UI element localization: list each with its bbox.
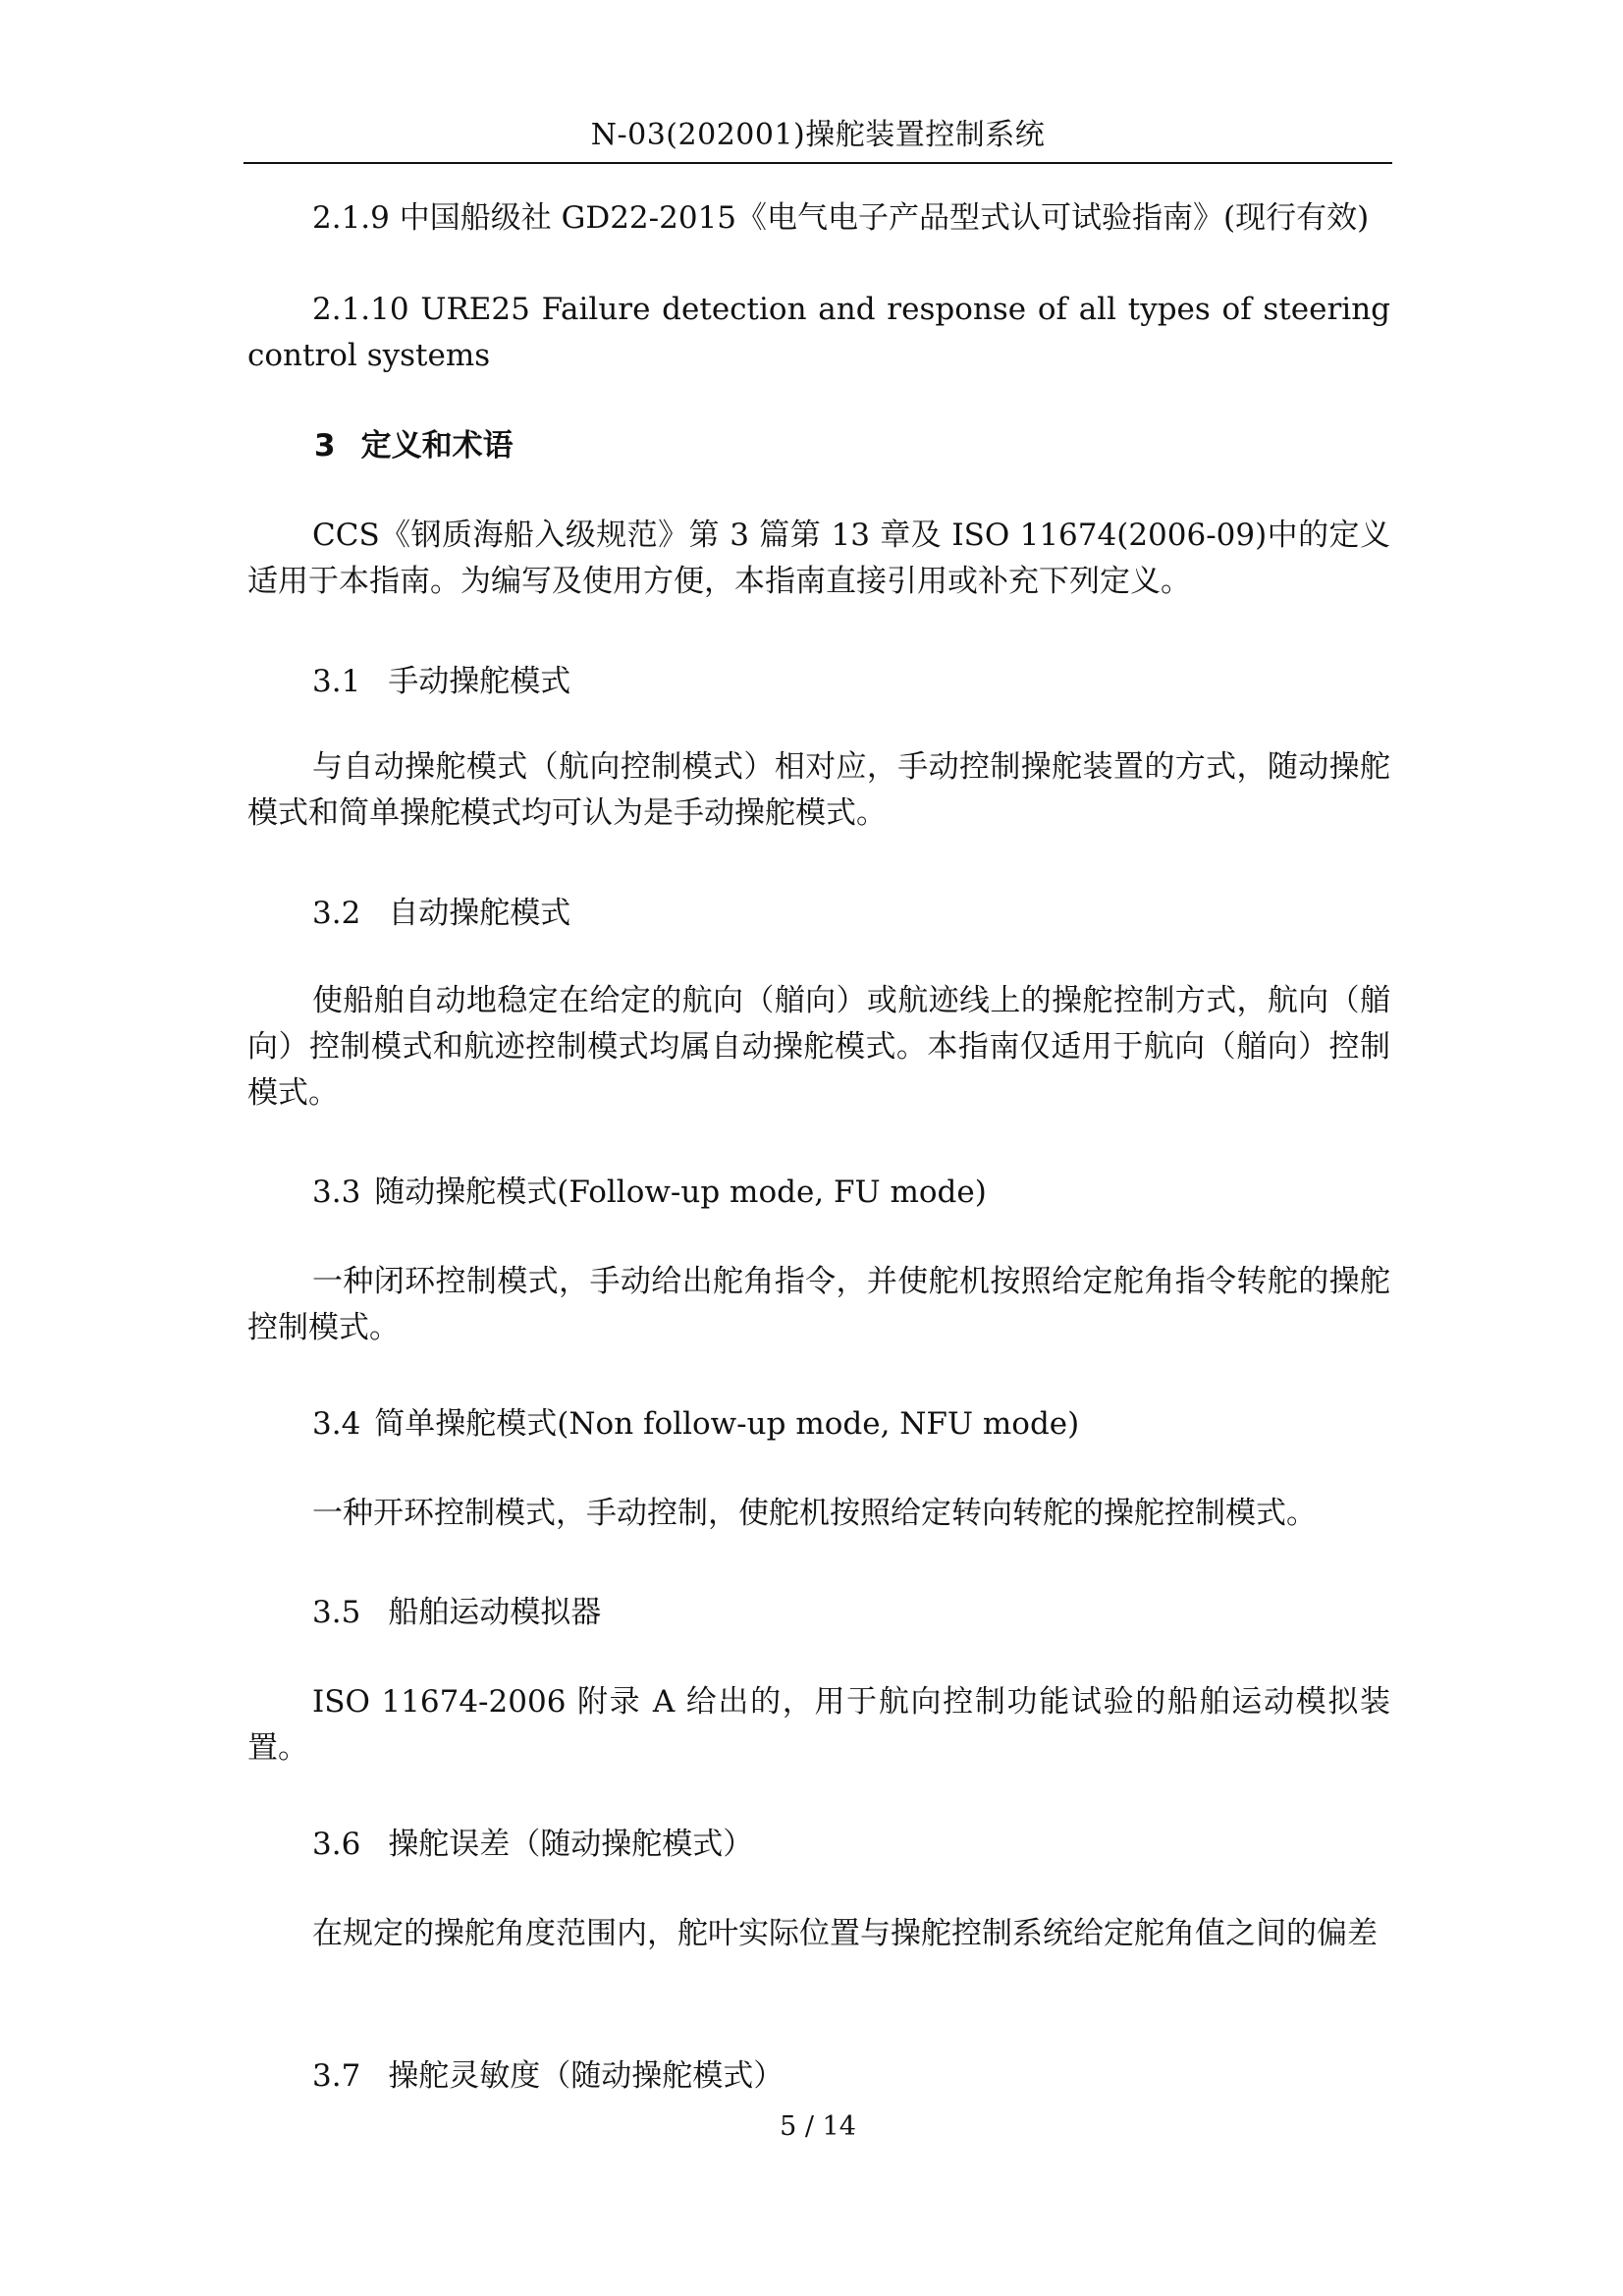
- term-definition: 在规定的操舵角度范围内，舵叶实际位置与操舵控制系统给定舵角值之间的偏差: [312, 1916, 1378, 1951]
- term-heading: [312, 1591, 601, 1634]
- term-heading: [312, 1402, 1079, 1446]
- term-definition: 使船舶自动地稳定在给定的航向（艏向）或航迹线上的操舵控制方式，航向（艏向）控制模式和航迹控制模式均属自动操舵模式。本指南仅适用于航向（艏向）控制模式。: [247, 983, 1390, 1111]
- term-heading: [312, 892, 570, 935]
- term-title: 随动操舵模式(Follow-up mode, FU mode): [374, 1175, 987, 1210]
- term-number: 3.5: [312, 1595, 361, 1630]
- term-definition: 与自动操舵模式（航向控制模式）相对应，手动控制操舵装置的方式，随动操舵模式和简单操舵模式均可认为是手动操舵模式。: [247, 749, 1390, 831]
- page-header-title: N-03(202001)操舵装置控制系统: [590, 118, 1046, 152]
- section-title: 定义和术语: [360, 428, 514, 464]
- page-number: 5 / 14: [780, 2111, 856, 2142]
- section-heading: [314, 424, 514, 467]
- term-title: 手动操舵模式: [388, 664, 571, 699]
- term-definition: 一种闭环控制模式，手动给出舵角指令，并使舵机按照给定舵角指令转舵的操舵控制模式。: [247, 1264, 1390, 1345]
- term-number: 3.3: [312, 1175, 361, 1210]
- term-number: 3.4: [312, 1406, 361, 1442]
- term-definition: 一种开环控制模式，手动控制，使舵机按照给定转向转舵的操舵控制模式。: [312, 1496, 1317, 1531]
- term-title: 简单操舵模式(Non follow-up mode, NFU mode): [374, 1406, 1080, 1442]
- term-definition: ISO 11674-2006 附录 A 给出的，用于航向控制功能试验的船舶运动模拟装置。: [247, 1684, 1390, 1766]
- term-title: 操舵误差（随动操舵模式）: [388, 1827, 754, 1862]
- header-divider: [243, 162, 1392, 164]
- term-number: 3.7: [312, 2058, 361, 2094]
- term-number: 3.2: [312, 896, 361, 931]
- term-heading: [312, 1823, 753, 1866]
- term-title: 船舶运动模拟器: [388, 1595, 602, 1630]
- term-title: 操舵灵敏度（随动操舵模式）: [388, 2058, 784, 2094]
- term-heading: [312, 660, 570, 703]
- section-intro: CCS《钢质海船入级规范》第 3 篇第 13 章及 ISO 11674(2006-09)中的定义适用于本指南。为编写及使用方便，本指南直接引用或补充下列定义。: [247, 518, 1390, 599]
- term-number: 3.6: [312, 1827, 361, 1862]
- reference-item: 2.1.9 中国船级社 GD22-2015《电气电子产品型式认可试验指南》(现行有效): [312, 200, 1370, 236]
- term-heading: [312, 2054, 784, 2098]
- term-heading: [312, 1171, 987, 1214]
- term-number: 3.1: [312, 664, 361, 699]
- reference-item: 2.1.10 URE25 Failure detection and response of all types of steering control systems: [247, 292, 1390, 373]
- section-number: 3: [314, 428, 336, 464]
- term-title: 自动操舵模式: [388, 896, 571, 931]
